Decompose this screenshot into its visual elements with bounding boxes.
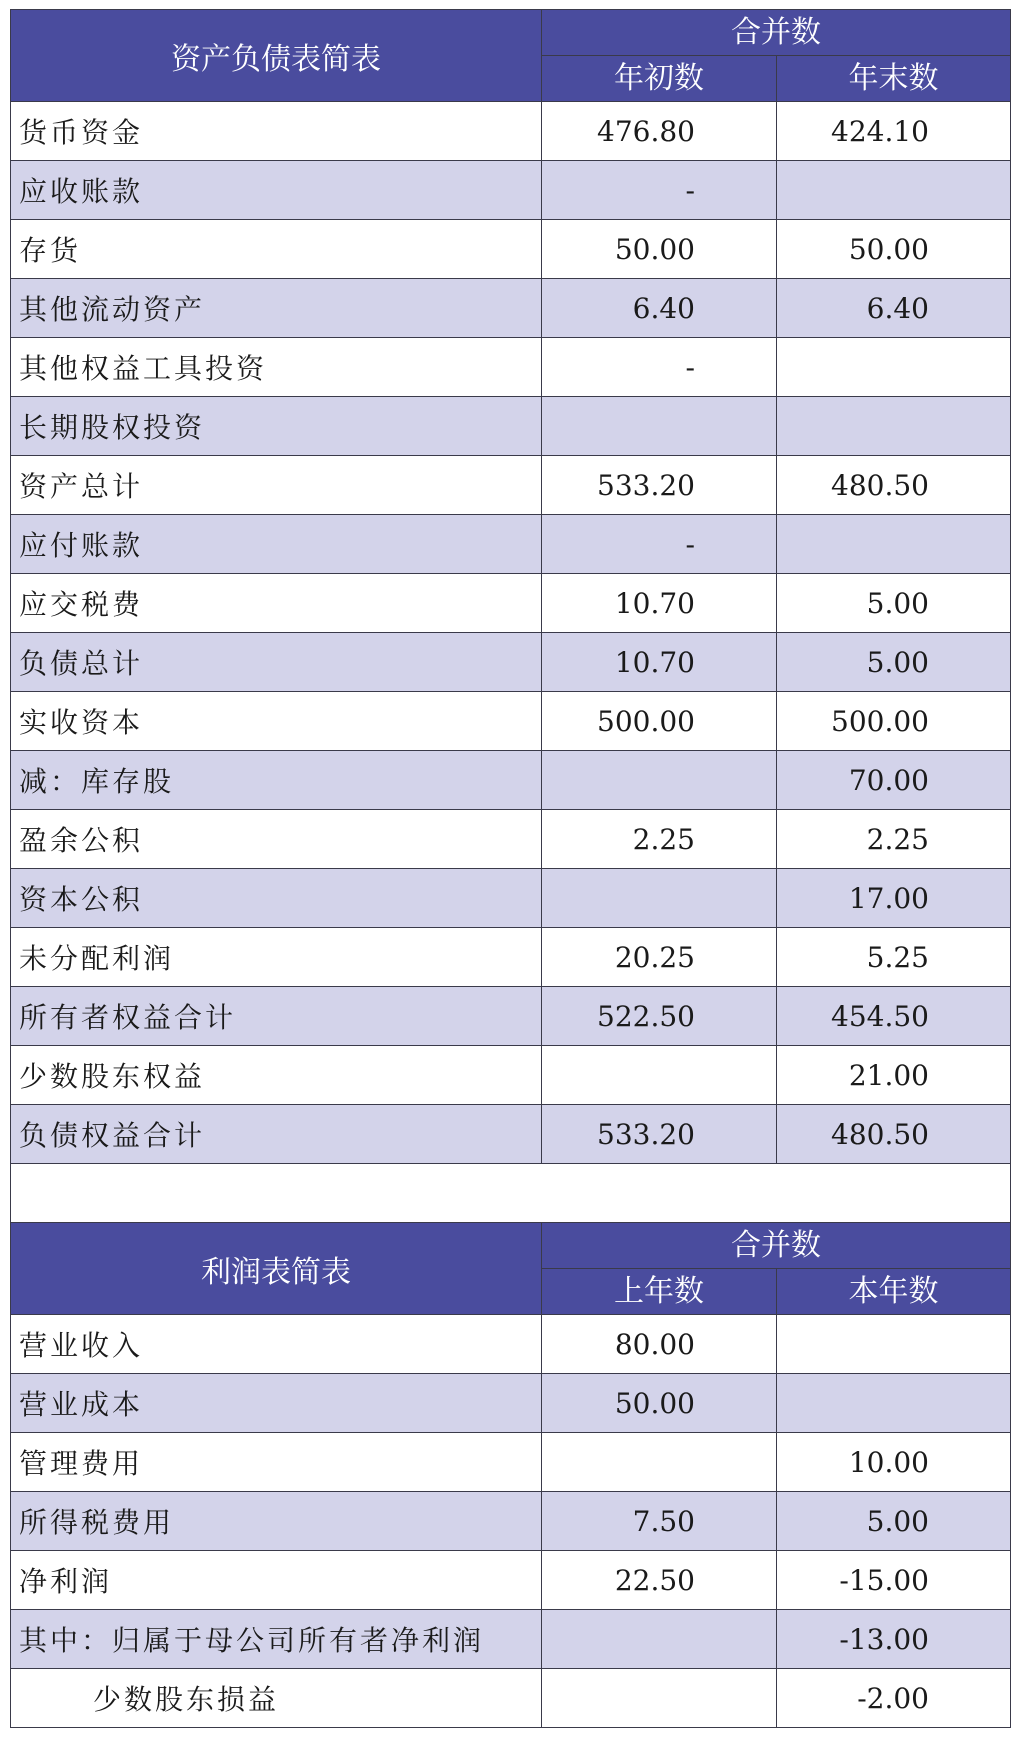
table-row bbox=[11, 574, 1011, 633]
row-value-a bbox=[542, 397, 777, 456]
row-value-a bbox=[542, 1669, 777, 1728]
row-value-b bbox=[777, 338, 1011, 397]
table-row bbox=[11, 220, 1011, 279]
row-value-a: 476.80 bbox=[542, 102, 777, 161]
row-value-a: 80.00 bbox=[542, 1315, 777, 1374]
row-value-b bbox=[777, 1374, 1011, 1433]
table-row bbox=[11, 928, 1011, 987]
table-row bbox=[11, 1046, 1011, 1105]
row-value-a bbox=[542, 1046, 777, 1105]
row-value-b bbox=[777, 161, 1011, 220]
row-value-b: 21.00 bbox=[777, 1046, 1011, 1105]
row-value-a: - bbox=[542, 338, 777, 397]
row-value-a: - bbox=[542, 161, 777, 220]
table-row bbox=[11, 1374, 1011, 1433]
row-value-a: 533.20 bbox=[542, 456, 777, 515]
income-statement-col-a-header: 上年数 bbox=[542, 1269, 777, 1315]
row-label: 长期股权投资 bbox=[11, 397, 542, 456]
row-value-a: 522.50 bbox=[542, 987, 777, 1046]
row-value-a: 10.70 bbox=[542, 574, 777, 633]
row-label: 管理费用 bbox=[11, 1433, 542, 1492]
row-label: 营业成本 bbox=[11, 1374, 542, 1433]
row-value-b: 5.00 bbox=[777, 574, 1011, 633]
table-row bbox=[11, 633, 1011, 692]
balance-sheet-title: 资产负债表简表 bbox=[11, 10, 542, 102]
row-value-a: 22.50 bbox=[542, 1551, 777, 1610]
row-value-b: 6.40 bbox=[777, 279, 1011, 338]
row-value-b: -15.00 bbox=[777, 1551, 1011, 1610]
table-row bbox=[11, 1433, 1011, 1492]
row-value-a: 10.70 bbox=[542, 633, 777, 692]
row-value-a: 500.00 bbox=[542, 692, 777, 751]
row-label: 应收账款 bbox=[11, 161, 542, 220]
table-row bbox=[11, 161, 1011, 220]
row-label: 所有者权益合计 bbox=[11, 987, 542, 1046]
row-value-b: 480.50 bbox=[777, 1105, 1011, 1164]
row-label: 减：库存股 bbox=[11, 751, 542, 810]
table-row bbox=[11, 1492, 1011, 1551]
balance-sheet-group-header: 合并数 bbox=[542, 10, 1011, 56]
table-spacer-row bbox=[11, 1164, 1011, 1223]
row-value-a: 50.00 bbox=[542, 220, 777, 279]
table-row bbox=[11, 1669, 1011, 1728]
table-row bbox=[11, 810, 1011, 869]
row-label: 所得税费用 bbox=[11, 1492, 542, 1551]
row-label: 实收资本 bbox=[11, 692, 542, 751]
row-value-b bbox=[777, 515, 1011, 574]
row-label: 应付账款 bbox=[11, 515, 542, 574]
table-row bbox=[11, 1610, 1011, 1669]
row-value-b: -2.00 bbox=[777, 1669, 1011, 1728]
row-label: 盈余公积 bbox=[11, 810, 542, 869]
row-value-b: 5.00 bbox=[777, 633, 1011, 692]
table-row bbox=[11, 1551, 1011, 1610]
row-label: 其他流动资产 bbox=[11, 279, 542, 338]
row-label: 少数股东权益 bbox=[11, 1046, 542, 1105]
row-value-b: 10.00 bbox=[777, 1433, 1011, 1492]
row-value-b bbox=[777, 397, 1011, 456]
row-value-a: 6.40 bbox=[542, 279, 777, 338]
row-value-b: 70.00 bbox=[777, 751, 1011, 810]
table-row bbox=[11, 869, 1011, 928]
row-value-a: 50.00 bbox=[542, 1374, 777, 1433]
row-label: 货币资金 bbox=[11, 102, 542, 161]
table-row bbox=[11, 338, 1011, 397]
balance-sheet-col-b-header: 年末数 bbox=[777, 56, 1011, 102]
row-label: 负债总计 bbox=[11, 633, 542, 692]
row-value-a bbox=[542, 1610, 777, 1669]
row-value-a: 533.20 bbox=[542, 1105, 777, 1164]
row-value-b: 5.00 bbox=[777, 1492, 1011, 1551]
row-value-a: 20.25 bbox=[542, 928, 777, 987]
row-value-a bbox=[542, 751, 777, 810]
table-row bbox=[11, 987, 1011, 1046]
financial-summary-sheet bbox=[10, 9, 1010, 1728]
row-label: 净利润 bbox=[11, 1551, 542, 1610]
income-statement-col-b-header: 本年数 bbox=[777, 1269, 1011, 1315]
row-value-a: - bbox=[542, 515, 777, 574]
row-label: 存货 bbox=[11, 220, 542, 279]
table-row bbox=[11, 692, 1011, 751]
spacer-cell bbox=[11, 1164, 1011, 1223]
table-row bbox=[11, 515, 1011, 574]
row-label: 未分配利润 bbox=[11, 928, 542, 987]
row-label: 应交税费 bbox=[11, 574, 542, 633]
table-row bbox=[11, 751, 1011, 810]
row-value-a bbox=[542, 1433, 777, 1492]
table-row bbox=[11, 279, 1011, 338]
row-value-b: 480.50 bbox=[777, 456, 1011, 515]
row-value-b: 2.25 bbox=[777, 810, 1011, 869]
row-label: 负债权益合计 bbox=[11, 1105, 542, 1164]
row-value-b bbox=[777, 1315, 1011, 1374]
table-row bbox=[11, 456, 1011, 515]
row-value-a bbox=[542, 869, 777, 928]
table-row bbox=[11, 102, 1011, 161]
income-statement-group-header: 合并数 bbox=[542, 1223, 1011, 1269]
row-value-b: 424.10 bbox=[777, 102, 1011, 161]
row-label: 少数股东损益 bbox=[11, 1669, 542, 1728]
summary-table bbox=[10, 9, 1011, 1728]
balance-sheet-col-a-header: 年初数 bbox=[542, 56, 777, 102]
row-value-b: 5.25 bbox=[777, 928, 1011, 987]
row-label: 资本公积 bbox=[11, 869, 542, 928]
row-label: 营业收入 bbox=[11, 1315, 542, 1374]
row-value-a: 7.50 bbox=[542, 1492, 777, 1551]
row-label: 资产总计 bbox=[11, 456, 542, 515]
row-value-b: 17.00 bbox=[777, 869, 1011, 928]
row-value-b: 50.00 bbox=[777, 220, 1011, 279]
row-label: 其中：归属于母公司所有者净利润 bbox=[11, 1610, 542, 1669]
row-value-b: 500.00 bbox=[777, 692, 1011, 751]
row-value-b: 454.50 bbox=[777, 987, 1011, 1046]
row-value-a: 2.25 bbox=[542, 810, 777, 869]
table-row bbox=[11, 1315, 1011, 1374]
table-row bbox=[11, 1105, 1011, 1164]
table-row bbox=[11, 397, 1011, 456]
row-value-b: -13.00 bbox=[777, 1610, 1011, 1669]
row-label: 其他权益工具投资 bbox=[11, 338, 542, 397]
income-statement-title: 利润表简表 bbox=[11, 1223, 542, 1315]
